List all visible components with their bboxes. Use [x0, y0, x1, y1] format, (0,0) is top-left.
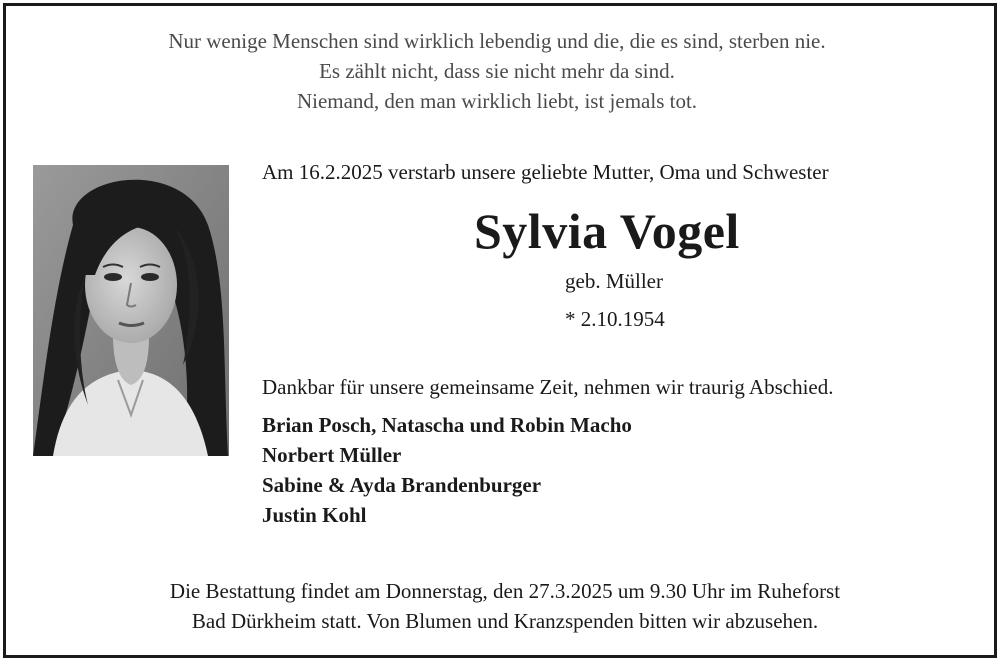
portrait-photo-icon	[33, 165, 229, 456]
funeral-notice	[0, 576, 1000, 636]
funeral-line: Die Bestattung findet am Donnerstag, den 27.3.2025 um 9.30 Uhr im Ruheforst	[169, 579, 841, 603]
mourner-name: Norbert Müller	[262, 443, 402, 467]
funeral-line: Bad Dürkheim statt. Von Blumen und Kranzspenden bitten wir abzusehen.	[191, 609, 819, 633]
memorial-quote	[0, 26, 994, 116]
birth-date: * 2.10.1954	[565, 307, 665, 331]
quote-line: Niemand, den man wirklich liebt, ist jemals tot.	[296, 89, 698, 113]
death-announcement-intro: Am 16.2.2025 verstarb unsere geliebte Mutter, Oma und Schwester	[262, 160, 829, 184]
mourner-name: Justin Kohl	[262, 503, 367, 527]
mourner-name: Brian Posch, Natascha und Robin Macho	[262, 413, 632, 437]
birth-name: geb. Müller	[565, 269, 663, 293]
quote-line: Nur wenige Menschen sind wirklich lebendig und die, die es sind, sterben nie.	[168, 29, 826, 53]
gratitude-text: Dankbar für unsere gemeinsame Zeit, nehmen wir traurig Abschied.	[262, 375, 834, 399]
mourner-name: Sabine & Ayda Brandenburger	[262, 473, 542, 497]
portrait-photo	[33, 165, 229, 456]
mourners-list	[262, 410, 632, 530]
quote-line: Es zählt nicht, dass sie nicht mehr da sind.	[319, 59, 675, 83]
deceased-name: Sylvia Vogel	[474, 203, 740, 259]
